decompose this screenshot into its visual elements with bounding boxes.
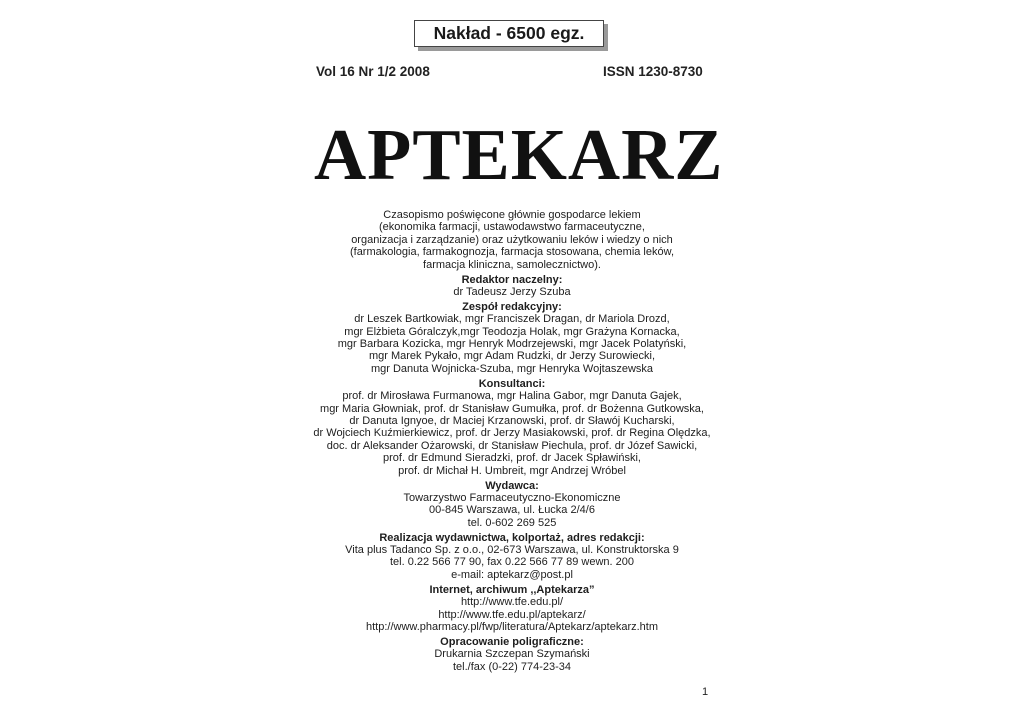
volume-label: Vol 16 Nr 1/2 2008 bbox=[316, 64, 430, 79]
production-line: tel. 0.22 566 77 90, fax 0.22 566 77 89 wewn. 200 bbox=[389, 556, 635, 569]
editorial-team-line: dr Leszek Bartkowiak, mgr Franciszek Dragan, dr Mariola Drozd, bbox=[354, 313, 670, 326]
consultants-heading: Konsultanci: bbox=[478, 377, 546, 390]
editor-in-chief-block bbox=[290, 274, 734, 299]
page-number: 1 bbox=[702, 686, 709, 698]
internet-url: http://www.pharmacy.pl/fwp/literatura/Aptekarz/aptekarz.htm bbox=[365, 621, 659, 633]
editorial-team-line: mgr Marek Pykało, mgr Adam Rudzki, dr Jerzy Surowiecki, bbox=[368, 350, 656, 363]
consultants-line: dr Danuta Ignyoe, dr Maciej Krzanowski, prof. dr Sławój Kucharski, bbox=[349, 415, 675, 427]
editorial-team-line: mgr Barbara Kozicka, mgr Henryk Modrzejewski, mgr Jacek Polatyński, bbox=[337, 338, 687, 351]
internet-url: http://www.tfe.edu.pl/ bbox=[460, 596, 564, 609]
consultants-line: prof. dr Michał H. Umbreit, mgr Andrzej Wróbel bbox=[398, 464, 626, 477]
production-email: e-mail: aptekarz@post.pl bbox=[451, 568, 573, 581]
description-line: organizacja i zarządzanie) oraz użytkowaniu leków i wiedzy o nich bbox=[351, 233, 673, 246]
description-line: (farmakologia, farmakognozja, farmacja stosowana, chemia leków, bbox=[349, 246, 675, 259]
consultants-line: dr Wojciech Kuźmierkiewicz, prof. dr Jerzy Masiakowski, prof. dr Regina Olędzka, bbox=[313, 427, 711, 440]
description-block bbox=[290, 209, 734, 271]
publisher-line: 00-845 Warszawa, ul. Łucka 2/4/6 bbox=[429, 504, 595, 517]
editor-in-chief-name: dr Tadeusz Jerzy Szuba bbox=[453, 285, 571, 298]
printing-heading: Opracowanie poligraficzne: bbox=[440, 635, 584, 648]
editorial-team-block bbox=[290, 301, 734, 375]
editorial-team-line: mgr Danuta Wojnicka-Szuba, mgr Henryka Wojtaszewska bbox=[370, 362, 654, 375]
production-block bbox=[290, 532, 734, 582]
print-run-box bbox=[414, 20, 604, 47]
consultants-line: doc. dr Aleksander Ożarowski, dr Stanisław Piechula, prof. dr Józef Sawicki, bbox=[326, 439, 698, 452]
consultants-line: prof. dr Edmund Sieradzki, prof. dr Jacek Spławiński, bbox=[382, 452, 641, 465]
consultants-block bbox=[290, 378, 734, 477]
printing-line: Drukarnia Szczepan Szymański bbox=[434, 648, 590, 661]
printing-line: tel./fax (0-22) 774-23-34 bbox=[452, 660, 571, 673]
publisher-line: Towarzystwo Farmaceutyczno-Ekonomiczne bbox=[403, 491, 621, 504]
description-line: farmacja kliniczna, samolecznictwo). bbox=[423, 258, 601, 271]
internet-heading: Internet, archiwum ,,Aptekarza” bbox=[429, 583, 595, 596]
colophon bbox=[290, 209, 734, 673]
consultants-line: mgr Maria Głowniak, prof. dr Stanisław Gumułka, prof. dr Bożenna Gutkowska, bbox=[320, 402, 704, 415]
internet-url: http://www.tfe.edu.pl/aptekarz/ bbox=[438, 608, 586, 621]
consultants-line: prof. dr Mirosława Furmanowa, mgr Halina Gabor, mgr Danuta Gajek, bbox=[342, 390, 682, 403]
publisher-block bbox=[290, 480, 734, 530]
publisher-heading: Wydawca: bbox=[485, 479, 539, 492]
production-line: Vita plus Tadanco Sp. z o.o., 02-673 Warszawa, ul. Konstruktorska 9 bbox=[345, 544, 679, 557]
print-run-label: Nakład - 6500 egz. bbox=[433, 23, 585, 43]
description-line: (ekonomika farmacji, ustawodawstwo farmaceutyczne, bbox=[379, 221, 645, 234]
editor-in-chief-heading: Redaktor naczelny: bbox=[461, 273, 563, 286]
publisher-line: tel. 0-602 269 525 bbox=[467, 516, 557, 529]
printing-block bbox=[290, 636, 734, 673]
issn-label: ISSN 1230-8730 bbox=[603, 64, 703, 79]
editorial-team-line: mgr Elżbieta Góralczyk,mgr Teodozja Holak, mgr Grażyna Kornacka, bbox=[344, 325, 680, 338]
production-heading: Realizacja wydawnictwa, kolportaż, adres redakcji: bbox=[379, 531, 645, 544]
internet-block bbox=[290, 584, 734, 634]
description-line: Czasopismo poświęcone głównie gospodarce lekiem bbox=[383, 209, 641, 221]
editorial-team-heading: Zespół redakcyjny: bbox=[462, 300, 562, 313]
masthead-title: APTEKARZ bbox=[314, 114, 724, 195]
